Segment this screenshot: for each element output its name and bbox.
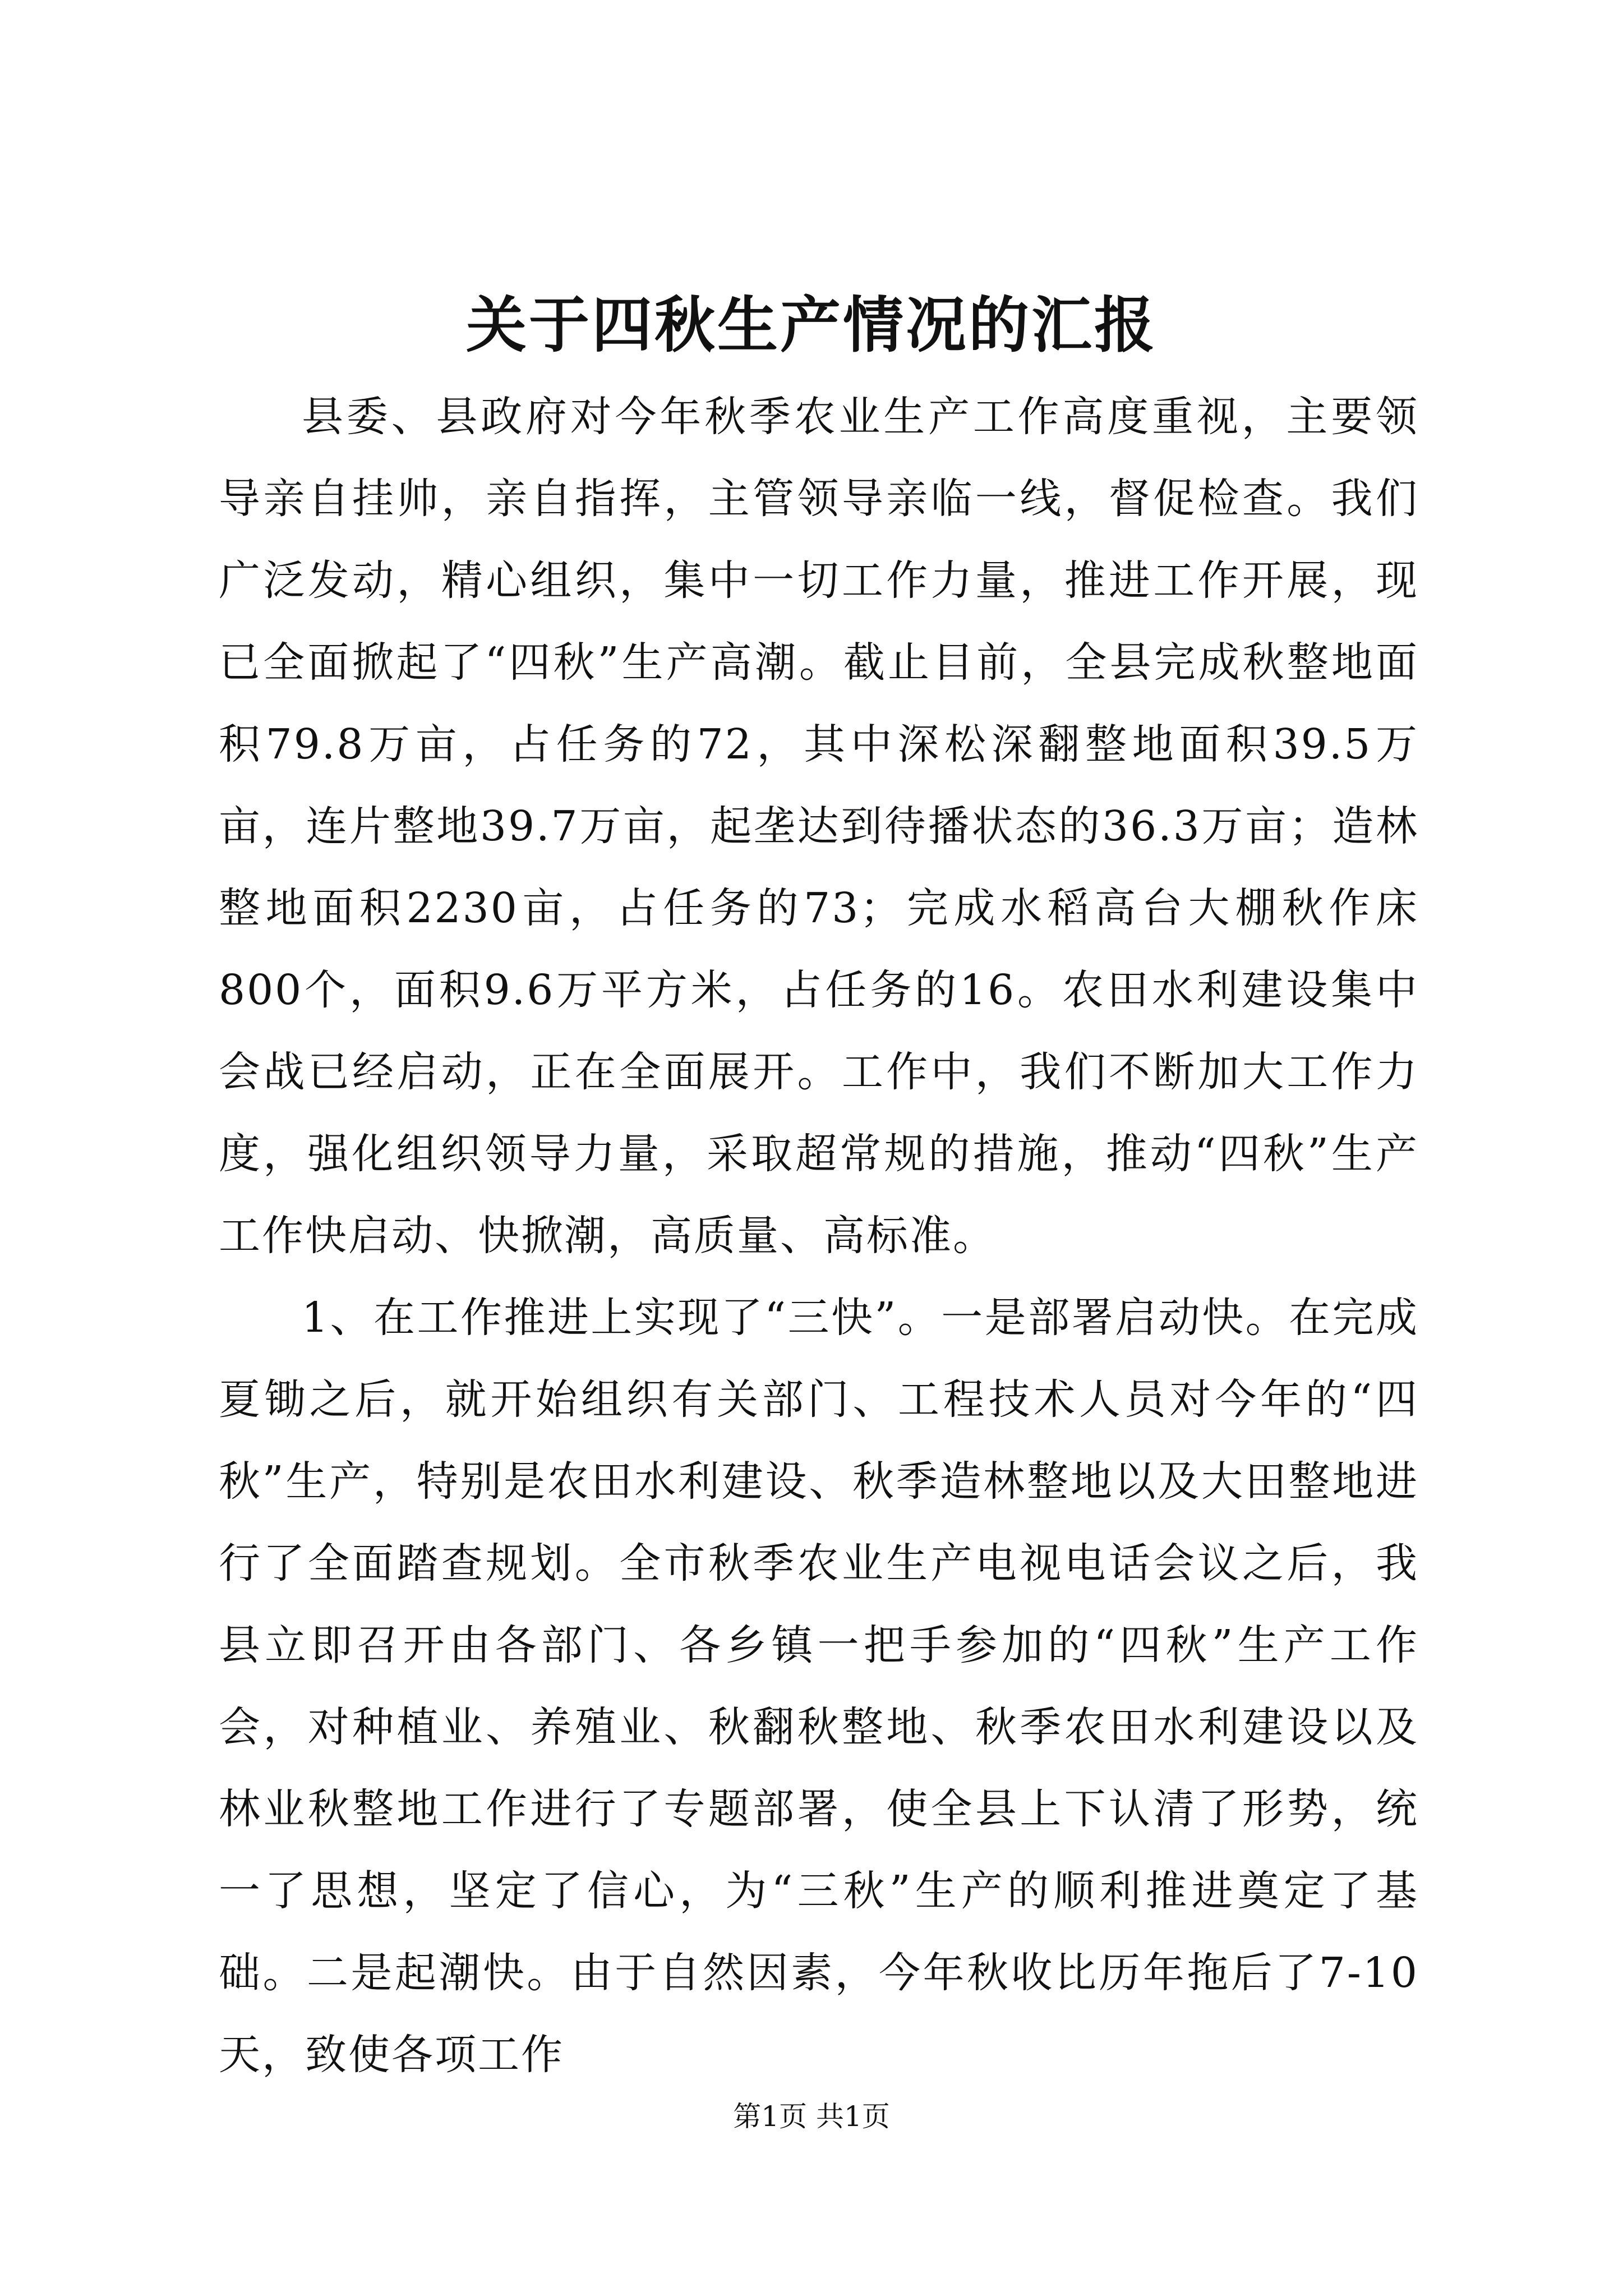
document-title: 关于四秋生产情况的汇报 — [465, 290, 1157, 361]
paragraph: 县委、县政府对今年秋季农业生产工作高度重视，主要领导亲自挂帅，亲自指挥，主管领导亲临一线，督促检查。我们广泛发动，精心组织，集中一切工作力量，推进工作开展，现已全面掀起了“四秋”生产高潮。截止目前，全县完成秋整地面积79.8万亩，占任务的72，其中深松深翻整地面积39.5万亩，连片整地39.7万亩，起垄达到待播状态的36.3万亩；造林整地面积2230亩，占任务的73；完成水稻高台大棚秋作床800个，面积9.6万平方米，占任务的16。农田水利建设集中会战已经启动，正在全面展开。工作中，我们不断加大工作力度，强化组织领导力量，采取超常规的措施，推动“四秋”生产工作快启动、快掀潮，高质量、高标准。 — [219, 393, 1419, 1260]
page-footer: 第1页 共1页 — [733, 2100, 890, 2133]
document-body — [219, 376, 1419, 2096]
paragraph: 1、在工作推进上实现了“三快”。一是部署启动快。在完成夏锄之后，就开始组织有关部门、工程技术人员对今年的“四秋”生产，特别是农田水利建设、秋季造林整地以及大田整地进行了全面踏查规划。全市秋季农业生产电视电话会议之后，我县立即召开由各部门、各乡镇一把手参加的“四秋”生产工作会，对种植业、养殖业、秋翻秋整地、秋季农田水利建设以及林业秋整地工作进行了专题部署，使全县上下认清了形势，统一了思想，坚定了信心，为“三秋”生产的顺利推进奠定了基础。二是起潮快。由于自然因素，今年秋收比历年拖后了7-10天，致使各项工作 — [219, 1294, 1419, 2079]
